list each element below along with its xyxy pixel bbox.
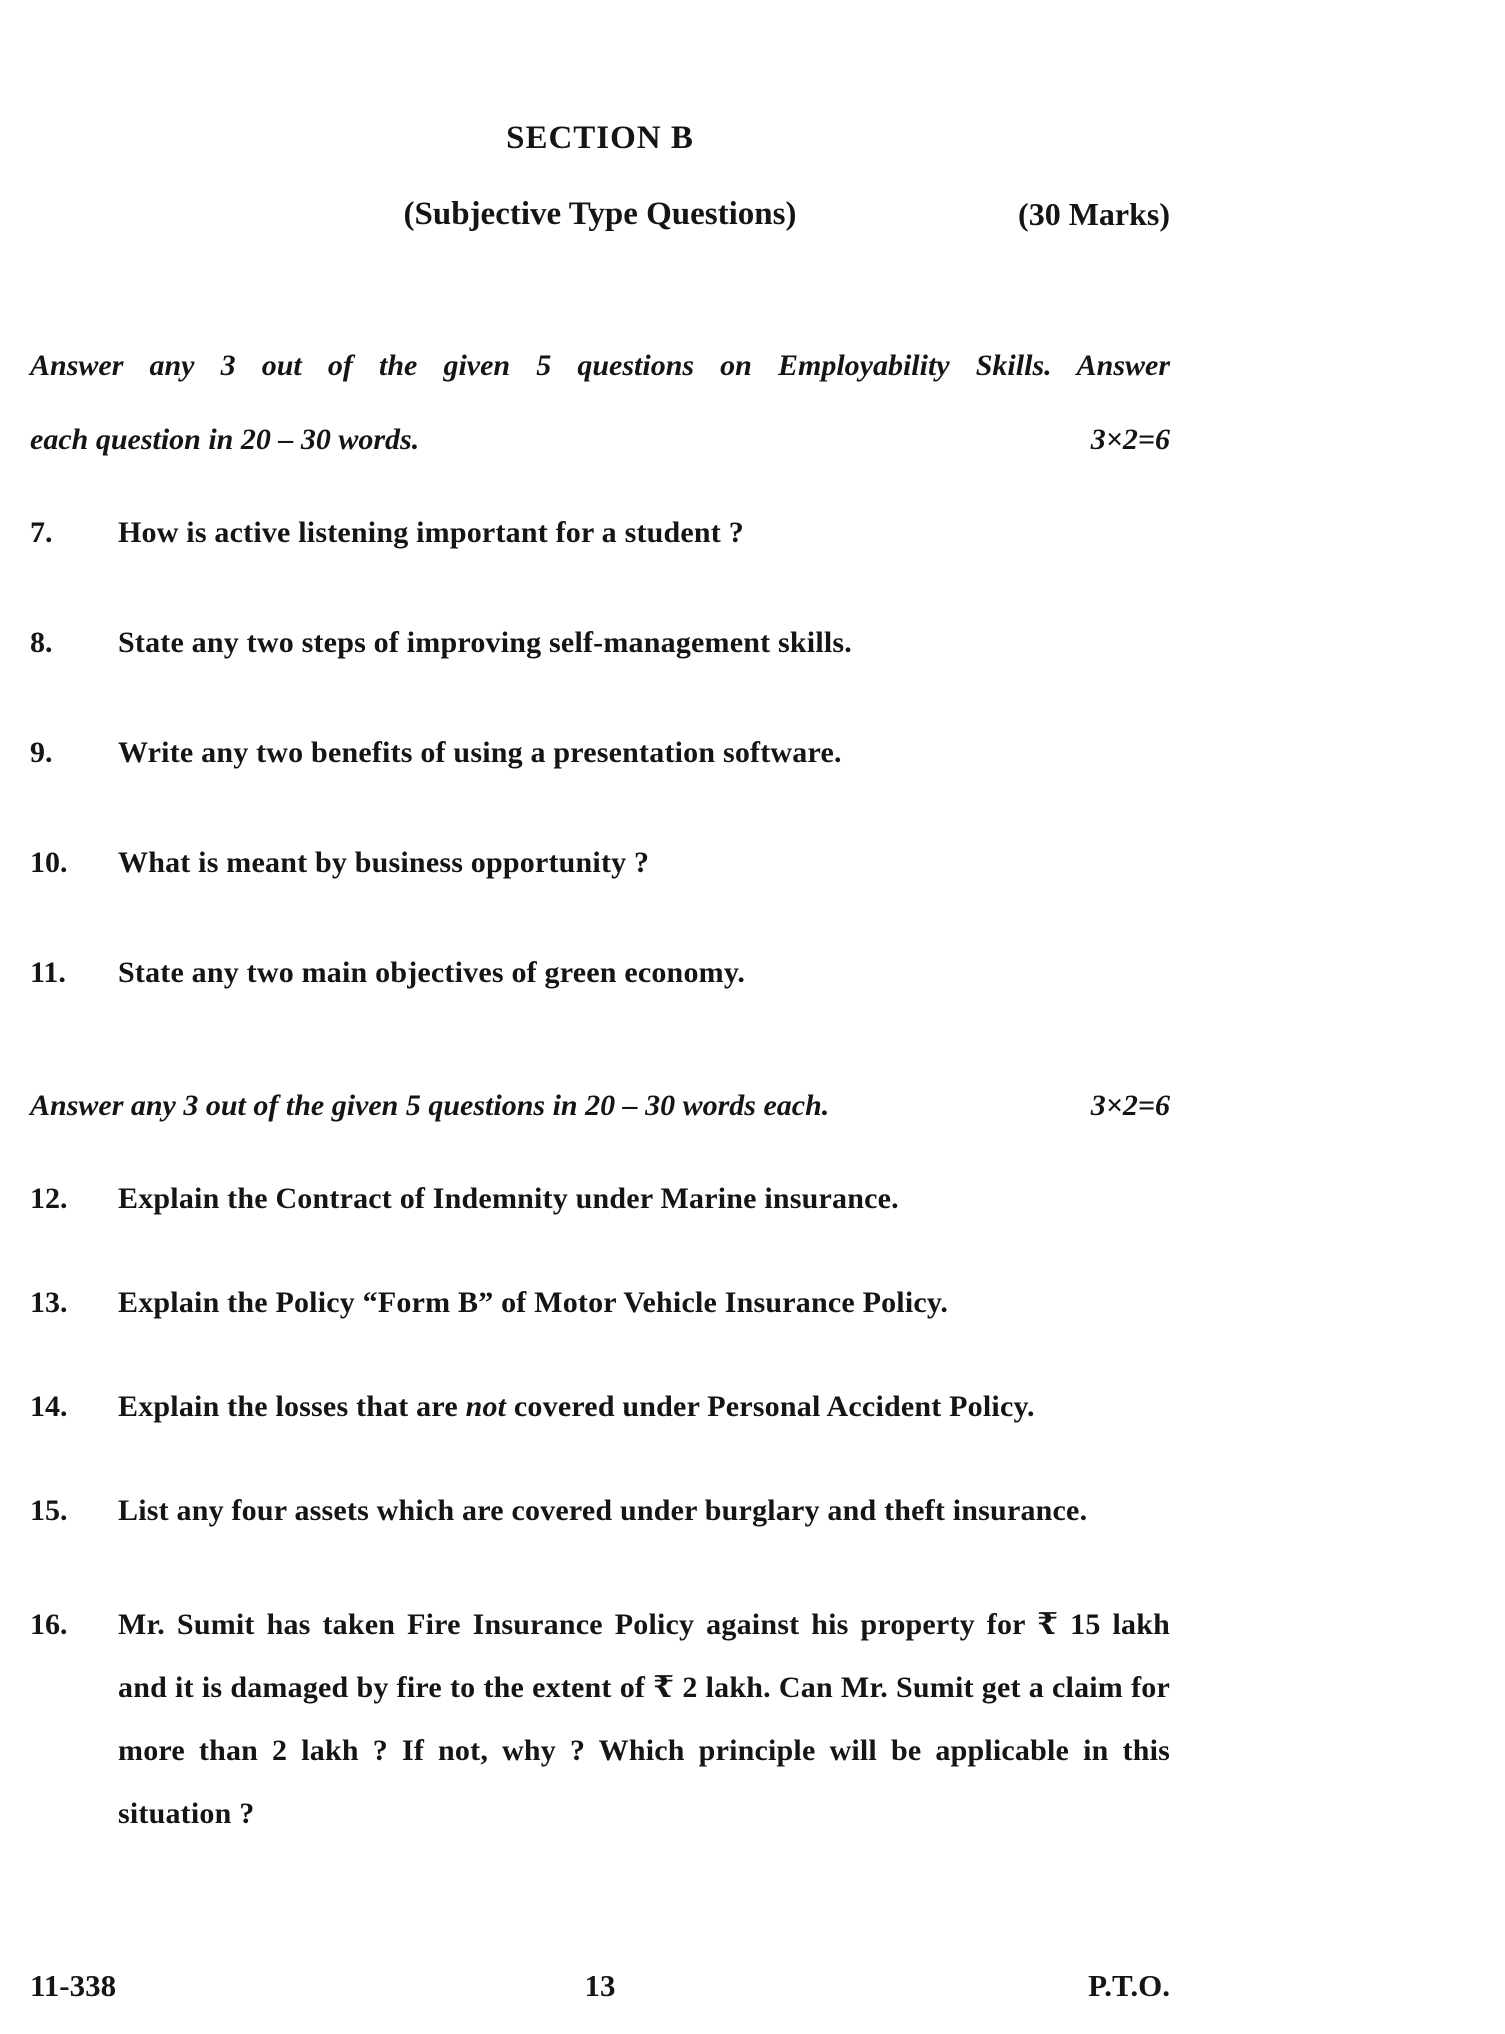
question-text: State any two main objectives of green economy.	[118, 956, 746, 989]
question-set-employability	[30, 511, 1170, 995]
question-13	[30, 1281, 1170, 1325]
question-number: 16.	[30, 1608, 68, 1641]
question-number: 11.	[30, 956, 66, 989]
question-number: 15.	[30, 1494, 68, 1527]
subtitle-row	[30, 191, 1170, 237]
question-number: 7.	[30, 516, 53, 549]
question-14	[30, 1385, 1170, 1429]
page-footer	[30, 1968, 1170, 2004]
question-8	[30, 621, 1170, 665]
question-number: 9.	[30, 736, 53, 769]
section-title: SECTION B	[506, 120, 694, 156]
question-text-post: covered under Personal Accident Policy.	[506, 1390, 1035, 1423]
question-10	[30, 841, 1170, 885]
question-text: Mr. Sumit has taken Fire Insurance Policy against his property for ₹ 15 lakh and it is damaged by fire to the extent of ₹ 2 lakh. Can Mr. Sumit get a claim for more than 2 lakh ? If not, why ? Which principle will be applicable in this situation ?	[118, 1608, 1170, 1830]
question-text: How is active listening important for a student ?	[118, 516, 744, 549]
question-text-pre: Explain the losses that are	[118, 1390, 466, 1423]
instruction-marks: 3×2=6	[1090, 423, 1170, 456]
question-number: 10.	[30, 846, 68, 879]
question-set-insurance	[30, 1177, 1170, 1845]
section-total-marks: (30 Marks)	[1018, 196, 1170, 232]
question-9	[30, 731, 1170, 775]
question-number: 8.	[30, 626, 53, 659]
question-7	[30, 511, 1170, 555]
question-text	[118, 1385, 1035, 1429]
instruction-line: Answer any 3 out of the given 5 questions in 20 – 30 words each.	[30, 1089, 830, 1122]
page-content	[30, 120, 1170, 1905]
instruction-marks: 3×2=6	[1090, 1089, 1170, 1122]
question-number: 13.	[30, 1286, 68, 1319]
question-12	[30, 1177, 1170, 1221]
instruction-line: each question in 20 – 30 words.	[30, 423, 420, 456]
question-text: List any four assets which are covered under burglary and theft insurance.	[118, 1494, 1088, 1527]
question-11	[30, 951, 1170, 995]
instruction-line: Answer any 3 out of the given 5 questions on Employability Skills. Answer	[30, 349, 1170, 382]
instruction-subject	[30, 1071, 1170, 1141]
question-16	[30, 1593, 1170, 1845]
pto-label: P.T.O.	[1088, 1968, 1170, 2003]
question-15	[30, 1489, 1170, 1533]
paper-code: 11-338	[30, 1968, 117, 2003]
question-emphasis: not	[465, 1390, 507, 1423]
question-text: Write any two benefits of using a presentation software.	[118, 736, 842, 769]
section-subtitle: (Subjective Type Questions)	[403, 196, 797, 232]
question-text: State any two steps of improving self-management skills.	[118, 626, 852, 659]
question-number: 14.	[30, 1390, 68, 1423]
question-text: What is meant by business opportunity ?	[118, 846, 650, 879]
question-text: Explain the Contract of Indemnity under Marine insurance.	[118, 1182, 899, 1215]
question-number: 12.	[30, 1182, 68, 1215]
page-number: 13	[584, 1968, 616, 2003]
instruction-employability	[30, 329, 1170, 477]
question-text: Explain the Policy “Form B” of Motor Vehicle Insurance Policy.	[118, 1286, 949, 1319]
